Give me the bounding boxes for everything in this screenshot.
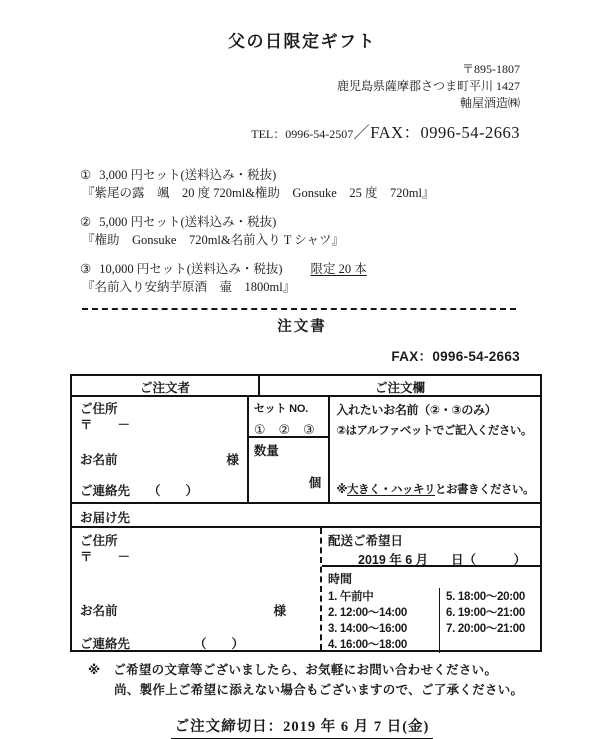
delivery-year-month: 2019 年 6 月 bbox=[358, 553, 429, 567]
warning-suffix: とお書きください。 bbox=[435, 484, 534, 496]
orderer-name-row bbox=[80, 450, 239, 468]
product-item-1 bbox=[80, 167, 544, 201]
product-title: 5,000 円セット(送料込み・税抜) bbox=[99, 215, 277, 229]
order-fax-line: FAX：0996-54-2663 bbox=[391, 349, 520, 364]
product-head bbox=[80, 214, 544, 230]
set-quantity-cell bbox=[249, 397, 330, 502]
time-label: 時間 bbox=[328, 572, 353, 586]
product-item-3 bbox=[80, 261, 544, 295]
product-item-2 bbox=[80, 214, 544, 248]
orderer-contact-row bbox=[80, 481, 239, 499]
product-head bbox=[80, 167, 544, 183]
footer-note-1: ※ ご希望の文章等ございましたら、お気軽にお問い合わせください。 bbox=[88, 663, 498, 677]
orderer-contact-label: ご連絡先 bbox=[80, 484, 131, 498]
warning-underlined: 大きく・ハッキリ bbox=[347, 484, 435, 496]
delivery-date-box bbox=[322, 528, 540, 567]
time-slot: 7. 20:00～21:00 bbox=[446, 623, 525, 635]
delivery-day-blank: 日（ ） bbox=[450, 553, 526, 567]
product-number: ② bbox=[80, 215, 92, 229]
warning-prefix: ※ bbox=[336, 484, 347, 496]
time-slot-column-left bbox=[322, 588, 439, 653]
name-entry-cell bbox=[330, 397, 540, 502]
set-choices: ① ② ③ bbox=[253, 422, 315, 437]
order-form-title: 注文書 bbox=[277, 319, 327, 335]
delivery-info-cell bbox=[72, 528, 320, 650]
delivery-contact-blank: （ ） bbox=[194, 637, 245, 651]
delivery-honorific: 様 bbox=[273, 604, 286, 618]
time-slot-column-right bbox=[439, 588, 540, 653]
time-slot: 5. 18:00～20:00 bbox=[446, 591, 525, 603]
delivery-date-label: 配送ご希望日 bbox=[328, 534, 404, 548]
product-description: 『名前入り安納芋原酒 壷 1800ml』 bbox=[82, 280, 296, 294]
orderer-contact-blank: （ ） bbox=[148, 484, 199, 498]
product-title: 3,000 円セット(送料込み・税抜) bbox=[99, 168, 277, 182]
orderer-name-label: お名前 bbox=[80, 453, 118, 467]
delivery-contact-row bbox=[80, 634, 312, 652]
write-clearly-warning bbox=[336, 481, 534, 497]
tel-fax-line bbox=[0, 119, 604, 143]
set-no-box bbox=[249, 397, 328, 438]
orderer-info-cell bbox=[72, 397, 249, 502]
page-title: 父の日限定ギフト bbox=[228, 32, 376, 51]
company-name: 軸屋酒造㈱ bbox=[459, 96, 520, 110]
orderer-row bbox=[72, 397, 540, 504]
footer-note-2: 尚、製作上ご希望に添えない場合もございますので、ご了承ください。 bbox=[114, 683, 524, 697]
dashed-separator bbox=[82, 308, 516, 310]
order-column-header-cell: ご注文欄 bbox=[374, 381, 425, 395]
set-no-label: セット NO. bbox=[253, 403, 309, 415]
quantity-box bbox=[249, 438, 328, 502]
postal-code: 〒895-1807 bbox=[462, 62, 520, 76]
delivery-date-row bbox=[328, 550, 534, 568]
orderer-honorific: 様 bbox=[226, 453, 239, 467]
delivery-postal-blank: 〒 － bbox=[80, 550, 131, 564]
address-line: 鹿児島県薩摩郡さつま町平川 1427 bbox=[336, 79, 520, 93]
product-number: ① bbox=[80, 168, 92, 182]
delivery-address-label: ご住所 bbox=[80, 534, 118, 548]
orderer-address-label: ご住所 bbox=[80, 402, 118, 416]
deadline-wrap bbox=[0, 715, 604, 739]
product-title: 10,000 円セット(送料込み・税抜) bbox=[99, 262, 283, 276]
product-list bbox=[80, 167, 544, 295]
name-entry-title: 入れたいお名前（②・③のみ） bbox=[336, 403, 497, 417]
product-number: ③ bbox=[80, 262, 92, 276]
delivery-contact-label: ご連絡先 bbox=[80, 637, 131, 651]
fax-number-large: ／FAX：0996-54-2663 bbox=[353, 123, 520, 142]
delivery-row bbox=[72, 528, 540, 650]
delivery-time-box bbox=[322, 567, 540, 653]
orderer-header-cell: ご注文者 bbox=[72, 376, 260, 395]
quantity-label: 数量 bbox=[253, 444, 279, 458]
time-slot-columns bbox=[322, 588, 540, 653]
quantity-unit: 個 bbox=[308, 476, 322, 490]
order-table bbox=[70, 374, 542, 652]
product-head bbox=[80, 261, 544, 277]
delivery-name-label: お名前 bbox=[80, 604, 118, 618]
time-slot: 6. 19:00～21:00 bbox=[446, 607, 525, 619]
product-description: 『権助 Gonsuke 720ml&名前入り T シャツ』 bbox=[82, 233, 345, 247]
order-deadline: ご注文締切日：2019 年 6 月 7 日(金) bbox=[171, 715, 434, 739]
tel-number: TEL：0996-54-2507 bbox=[251, 127, 354, 141]
name-entry-note: ②はアルファベットでご記入ください。 bbox=[336, 425, 532, 437]
limited-stock-note: 限定 20 本 bbox=[310, 262, 367, 276]
product-description: 『紫尾の露 颯 20 度 720ml&権助 Gonsuke 25 度 720ml』 bbox=[82, 186, 435, 200]
time-slot: 4. 16:00～18:00 bbox=[328, 639, 407, 651]
delivery-header-cell: お届け先 bbox=[72, 504, 540, 528]
time-slot: 1. 午前中 bbox=[328, 591, 374, 603]
sender-address-block bbox=[0, 61, 604, 112]
delivery-schedule-cell bbox=[320, 528, 540, 650]
table-header-row bbox=[72, 376, 540, 397]
time-slot: 3. 14:00～16:00 bbox=[328, 623, 407, 635]
delivery-name-row bbox=[80, 601, 312, 619]
time-slot: 2. 12:00～14:00 bbox=[328, 607, 407, 619]
orderer-postal-blank: 〒 － bbox=[80, 418, 131, 432]
